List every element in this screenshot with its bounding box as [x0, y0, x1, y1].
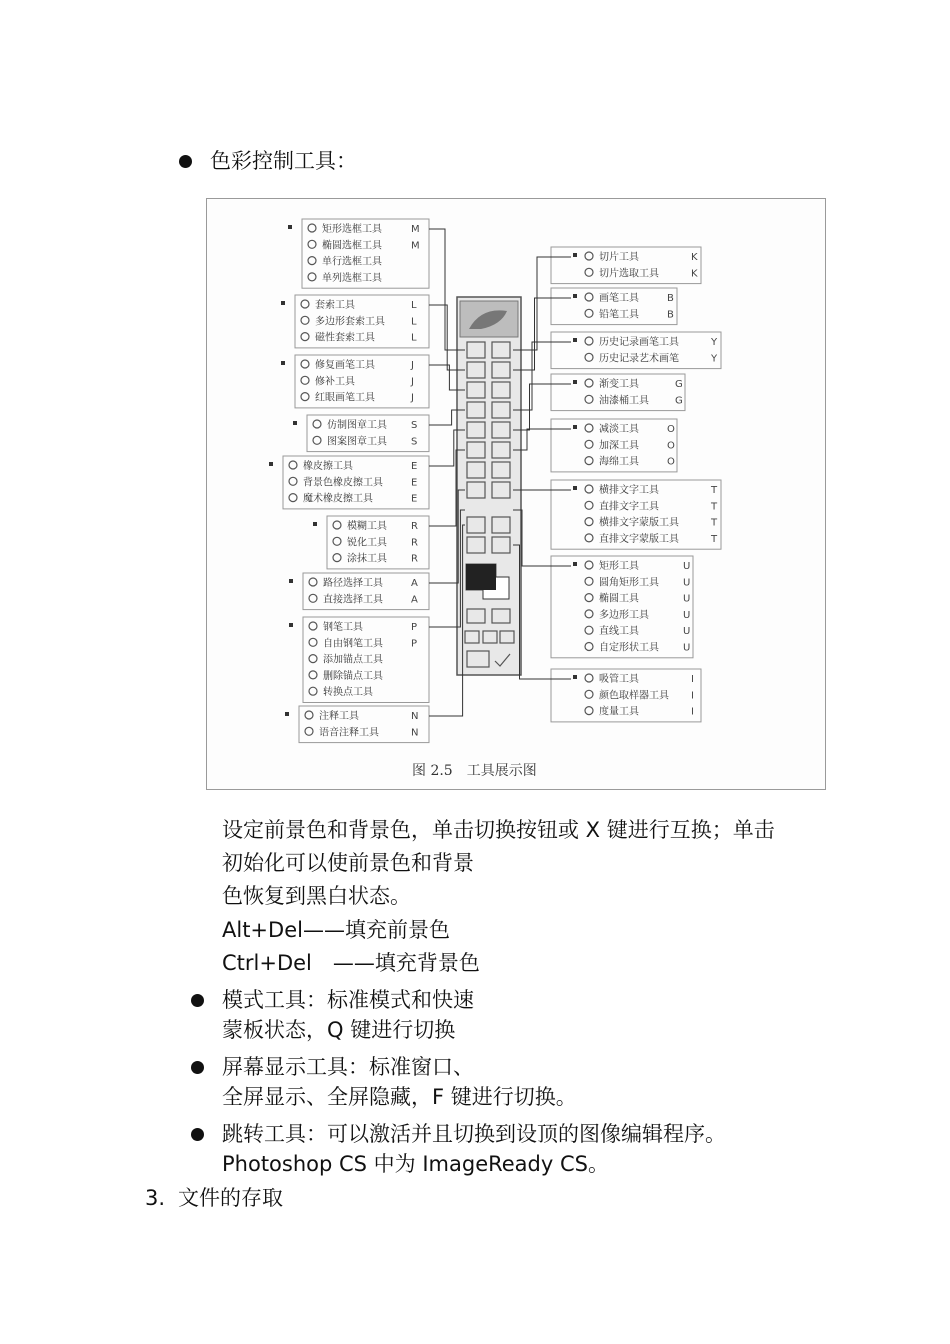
heading-bullet [179, 155, 192, 168]
tool-icon [585, 610, 593, 618]
tool-icon [308, 224, 316, 232]
tool-shortcut-key: T [711, 485, 718, 496]
tool-icon [585, 293, 593, 301]
tool-label: 多边形套索工具 [315, 316, 385, 328]
tool-label: 自定形状工具 [599, 642, 659, 654]
section-title: 文件的存取 [178, 1186, 283, 1210]
tool-shortcut-key: O [667, 440, 675, 452]
tool-icon [308, 240, 316, 248]
tool-icon [289, 477, 297, 485]
group-marker [573, 562, 577, 566]
bullet-dot [191, 1128, 204, 1141]
tool-icon [585, 674, 593, 682]
group-marker [269, 462, 273, 466]
tool-label: 直排文字蒙版工具 [599, 533, 679, 545]
tool-icon [333, 554, 341, 562]
group-marker [289, 579, 293, 583]
tool-shortcut-key: J [411, 392, 414, 404]
right-tool-group [513, 419, 677, 472]
tool-shortcut-key: I [691, 690, 694, 702]
tool-label: 直线工具 [599, 626, 639, 638]
tool-icon [305, 711, 313, 719]
tool-label: 单列选框工具 [322, 272, 382, 284]
tool-icon [309, 687, 317, 695]
tool-shortcut-key: U [683, 609, 691, 621]
tool-label: 魔术橡皮擦工具 [303, 493, 373, 505]
tool-shortcut-key: B [667, 293, 674, 304]
tool-label: 横排文字蒙版工具 [599, 517, 679, 529]
tool-shortcut-key: J [411, 376, 414, 388]
toolbox-palette [457, 297, 521, 675]
tool-label: 修复画笔工具 [315, 360, 375, 371]
tool-label: 红眼画笔工具 [315, 392, 375, 404]
bullet-1-line-1: 模式工具：标准模式和快速 [222, 988, 474, 1012]
tool-shortcut-key: U [683, 561, 691, 572]
tool-shortcut-key: U [683, 626, 691, 638]
tool-shortcut-key: E [411, 493, 418, 505]
tool-icon [289, 494, 297, 502]
tool-label: 直排文字工具 [599, 501, 659, 513]
left-tool-group [289, 490, 465, 610]
tool-shortcut-key: I [691, 674, 694, 685]
tool-icon [289, 461, 297, 469]
tool-icon [585, 577, 593, 585]
tool-label: 语音注释工具 [319, 727, 379, 739]
tool-icon [585, 379, 593, 387]
tool-shortcut-key: N [411, 727, 419, 739]
tool-shortcut-key: M [411, 240, 420, 252]
tool-label: 仿制图章工具 [327, 420, 387, 431]
tool-label: 加深工具 [599, 440, 639, 452]
tool-icon [333, 537, 341, 545]
tool-label: 颜色取样器工具 [599, 690, 669, 702]
tool-icon [585, 309, 593, 317]
tool-shortcut-key: M [411, 224, 420, 235]
tool-icon [333, 521, 341, 529]
tool-icon [301, 316, 309, 324]
tool-label: 修补工具 [315, 376, 355, 388]
tool-icon [301, 300, 309, 308]
tool-shortcut-key: R [411, 553, 418, 565]
tool-icon [585, 501, 593, 509]
tool-icon [301, 376, 309, 384]
tool-icon [585, 395, 593, 403]
tool-label: 直接选择工具 [323, 594, 383, 606]
tool-shortcut-key: S [411, 420, 418, 431]
bullet-3-line-2: Photoshop CS 中为 ImageReady CS。 [222, 1152, 609, 1176]
body-line-5: Ctrl+Del ——填充背景色 [222, 951, 480, 975]
tool-shortcut-key: P [411, 638, 418, 650]
tool-icon [313, 436, 321, 444]
tool-icon [301, 360, 309, 368]
left-tool-group [293, 410, 465, 452]
tool-label: 矩形工具 [599, 561, 639, 572]
left-tool-group [281, 295, 465, 370]
tool-icon [585, 485, 593, 493]
bullet-2-line-1: 屏幕显示工具：标准窗口、 [222, 1055, 474, 1079]
tool-label: 单行选框工具 [322, 256, 382, 268]
tool-shortcut-key: R [411, 521, 418, 532]
group-marker [293, 421, 297, 425]
tool-label: 转换点工具 [323, 687, 373, 699]
body-line-2: 初始化可以使前景色和背景 [222, 851, 474, 875]
tool-icon [309, 671, 317, 679]
tool-icon [585, 707, 593, 715]
tool-shortcut-key: U [683, 642, 691, 654]
tool-icon [301, 393, 309, 401]
tool-icon [585, 690, 593, 698]
bullet-1-line-2: 蒙板状态，Q 键进行切换 [222, 1018, 456, 1042]
tool-label: 橡皮擦工具 [303, 461, 353, 472]
tool-label: 自由钢笔工具 [323, 638, 383, 650]
tool-icon [313, 420, 321, 428]
tool-label: 锐化工具 [347, 537, 387, 549]
tool-icon [585, 594, 593, 602]
tool-shortcut-key: S [411, 436, 418, 448]
tool-icon [585, 268, 593, 276]
tool-label: 切片选取工具 [599, 268, 659, 280]
tool-icon [585, 457, 593, 465]
tool-label: 历史记录艺术画笔 [599, 353, 679, 365]
tool-shortcut-key: R [411, 537, 418, 549]
tool-label: 切片工具 [599, 252, 639, 263]
toolbox-diagram [207, 199, 825, 789]
tool-icon [301, 333, 309, 341]
tool-label: 历史记录画笔工具 [599, 337, 679, 348]
tool-icon [585, 561, 593, 569]
tool-shortcut-key: L [411, 316, 417, 328]
group-marker [288, 225, 292, 229]
tool-shortcut-key: P [411, 622, 418, 633]
group-marker [281, 361, 285, 365]
tool-icon [585, 534, 593, 542]
tool-label: 横排文字工具 [599, 485, 659, 496]
tool-label: 背景色橡皮擦工具 [303, 477, 383, 489]
tool-shortcut-key: U [683, 593, 691, 605]
tool-shortcut-key: K [691, 268, 698, 280]
tool-icon [309, 594, 317, 602]
tool-icon [585, 252, 593, 260]
tool-label: 海绵工具 [599, 456, 639, 468]
tool-shortcut-key: G [675, 379, 683, 390]
tool-label: 磁性套索工具 [315, 332, 375, 344]
tool-label: 油漆桶工具 [599, 395, 649, 407]
tool-label: 矩形选框工具 [322, 224, 382, 235]
tool-shortcut-key: E [411, 477, 418, 489]
tool-icon [585, 626, 593, 634]
tool-shortcut-key: T [711, 501, 718, 513]
body-line-3: 色恢复到黑白状态。 [222, 884, 411, 908]
tool-shortcut-key: B [667, 309, 674, 321]
tool-shortcut-key: E [411, 461, 418, 472]
tool-shortcut-key: L [411, 332, 417, 344]
tool-label: 度量工具 [599, 706, 639, 718]
tool-label: 模糊工具 [347, 521, 387, 532]
bullet-dot [191, 1061, 204, 1074]
bullet-2-line-2: 全屏显示、全屏隐藏，F 键进行切换。 [222, 1085, 577, 1109]
tool-shortcut-key: Y [711, 353, 718, 365]
tool-shortcut-key: I [691, 706, 694, 718]
body-line-1: 设定前景色和背景色，单击切换按钮或 X 键进行互换；单击 [222, 818, 775, 842]
tool-label: 套索工具 [315, 300, 355, 311]
tool-label: 铅笔工具 [599, 309, 639, 321]
tool-label: 多边形工具 [599, 609, 649, 621]
tool-icon [585, 518, 593, 526]
tool-icon [308, 257, 316, 265]
tool-label: 椭圆工具 [599, 593, 639, 605]
tool-shortcut-key: K [691, 252, 698, 263]
tool-icon [585, 424, 593, 432]
group-marker [573, 425, 577, 429]
tool-label: 添加锚点工具 [323, 654, 383, 666]
group-marker [573, 675, 577, 679]
tool-icon [309, 578, 317, 586]
figure-caption: 图 2.5 工具展示图 [412, 763, 537, 779]
tool-icon [585, 440, 593, 448]
tool-label: 钢笔工具 [323, 622, 363, 633]
tool-label: 删除锚点工具 [323, 670, 383, 682]
body-line-4: Alt+Del——填充前景色 [222, 918, 450, 942]
tool-shortcut-key: A [411, 578, 418, 589]
group-marker [289, 623, 293, 627]
tool-icon [585, 643, 593, 651]
tool-label: 路径选择工具 [323, 578, 383, 589]
left-tool-group [281, 355, 465, 408]
tool-label: 圆角矩形工具 [599, 577, 659, 589]
group-marker [573, 380, 577, 384]
heading-text: 色彩控制工具： [210, 149, 357, 173]
tool-shortcut-key: O [667, 424, 675, 435]
tool-label: 吸管工具 [599, 674, 639, 685]
tool-shortcut-key: G [675, 395, 683, 407]
toolbox-figure [206, 198, 826, 790]
tool-shortcut-key: O [667, 456, 675, 468]
tool-icon [585, 337, 593, 345]
tool-label: 渐变工具 [599, 379, 639, 390]
tool-shortcut-key: N [411, 711, 419, 722]
tool-label: 图案图章工具 [327, 436, 387, 448]
tool-shortcut-key: T [711, 533, 718, 545]
group-marker [573, 338, 577, 342]
right-tool-group [513, 510, 693, 658]
tool-icon [305, 727, 313, 735]
tool-shortcut-key: L [411, 300, 417, 311]
group-marker [573, 294, 577, 298]
section-number: 3. [145, 1186, 166, 1210]
tool-shortcut-key: Y [711, 337, 718, 348]
bullet-dot [191, 994, 204, 1007]
tool-icon [309, 638, 317, 646]
group-marker [573, 253, 577, 257]
tool-label: 注释工具 [319, 711, 359, 722]
right-tool-group [513, 374, 685, 430]
group-marker [281, 301, 285, 305]
tool-icon [585, 353, 593, 361]
tool-icon [308, 273, 316, 281]
tool-label: 涂抹工具 [347, 553, 387, 565]
tool-label: 减淡工具 [599, 424, 639, 435]
group-marker [573, 486, 577, 490]
tool-shortcut-key: T [711, 517, 718, 529]
tool-shortcut-key: U [683, 577, 691, 589]
tool-label: 画笔工具 [599, 293, 639, 304]
tool-shortcut-key: A [411, 594, 418, 606]
tool-icon [309, 655, 317, 663]
group-marker [285, 712, 289, 716]
connector-line [513, 510, 571, 566]
right-tool-group [513, 480, 721, 549]
left-tool-group [288, 219, 465, 350]
group-marker [313, 522, 317, 526]
tool-icon [309, 622, 317, 630]
tool-shortcut-key: J [411, 360, 414, 371]
bullet-3-line-1: 跳转工具：可以激活并且切换到设顶的图像编辑程序。 [222, 1122, 726, 1146]
tool-label: 椭圆选框工具 [322, 240, 382, 252]
